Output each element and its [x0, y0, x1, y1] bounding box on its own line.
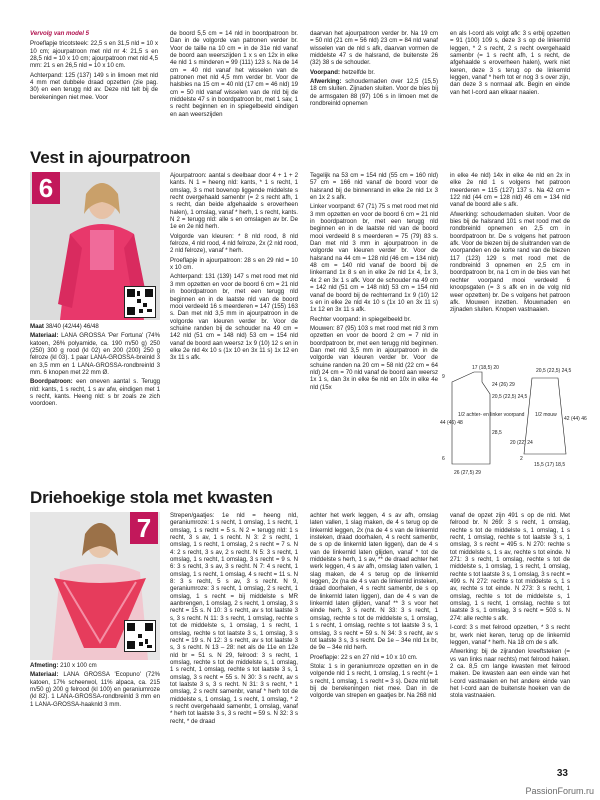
model-number-badge-6: 6	[32, 172, 60, 204]
schema-label-back: 1/2 achter- en linker voorpand	[458, 412, 525, 418]
maat-label: Maat	[30, 323, 44, 330]
continued-paragraph-5: en als I-cord als volgt afk: 3 s erbij opzetten = 91 (100) 109 s, deze 3 s op de linkernld leggen, * 2 s recht, 2 s recht overgehaald samenbr (= 1 s recht afh, 1 s recht, de afgehaalde s eroverheen halen), werk niet keren, deze 3 s terug op de linkernld leggen, vanaf * herh tot er nog 3 s over zijn, dan deze 3 s normaal afk. Begin en einde van het I-cord aan elkaar naaien.	[450, 30, 570, 96]
mouwen-text: Mouwen: 87 (95) 103 s met rood met nld 3 mm opzetten en voor de boord 2 cm = 7 nld in boordpatroon br, met een terugg nld beginnen. Dan met nld 3,5 mm in ajourpatroon in de volgorde van kleuren verder br. Voor de schuine randen na 20 cm = 58 nld (22 cm = 64 nld) 24 cm = 70 nld vanaf de boord aan weersz 1x 1 s, dan 3x in elke 6e nld en 10x in elke 4e nld (15x	[310, 324, 438, 391]
vest-column-2	[170, 172, 298, 364]
boordpatroon-label: Boordpatroon:	[30, 378, 73, 386]
stola-instructie-text: Stola: 1 s in geraniumroze opzetten en in de volgende nld 1 s recht, 1 omslag, 1 s recht (= 1 s recht, 1 omslag, 1 s recht = 3 s). Deze nld telt bij de berekeningen niet mee. Dan in de volgorde van strepen en gaatjes br. Na 268 nld	[310, 662, 438, 700]
continued-paragraph-2: Achterpand: 125 (137) 149 s in limoen met nld 4 mm met dubbele draad opzetten (zie pag. 30) en een terugg nld av. Deze nld telt bij de berekeningen niet mee. Voor	[30, 71, 158, 101]
continued-column-3	[310, 30, 438, 109]
page-number: 33	[556, 768, 568, 779]
stola-patroon-vervolg-text: achter het werk leggen, 4 s av afh, omslag laten vallen, 1 slag maken, de 4 s terug op de linkernld leggen, 2x (na de 4 s van de linkernld insteken, draad doorhalen, 4 s recht samenbr, de s op de linkernld laten liggen), dan de 4 s van de linkernld laten glijden, vanaf * tot de middelste s herh, 1 s av, ** de draad achter het werk leggen, 4 s av afh, omslag laten vallen, 1 slag maken, de 4 s terug op de linkernld leggen, 2x (na de 4 s van de linkernld insteken, draad doorhalen, 4 s recht samenbr, de s op de linkernld laten liggen), dan de 4 s van de linkernld laten glijden, vanaf ** 3 s voor het einde herh, 3 s recht. N 33: 3 s recht, 1 omslag, rechte s tot de middelste s, 1 omslag, 1 s recht, 1 omslag, rechte s tot laatste 3 s, 1 omslag, 3 s recht = 59 s. N 34: 3 s recht, av s tot laatste 3 s, 3 s recht. De 1e – 34e nld 1x br, de 9e – 34e nld herh.	[310, 512, 438, 652]
stola-proeflapje-text: Proeflapje: 22 s en 27 nld = 10 x 10 cm.	[310, 653, 418, 661]
icord-text: I-cord: 3 s met felrood opzetten, * 3 s recht br, werk niet keren, terug op de linkernld leggen, vanaf * herh. Na 18 cm de s afk.	[450, 624, 570, 646]
achterpand-text: Achterpand: 131 (139) 147 s met rood met nld 3 mm opzetten en voor de boord 6 cm = 21 nld in boordpatroon br, met een terugg nld beginnen en in de laatste nld van de boord mooi verdeeld 16 s meerderen = 147 (155) 163 s. Dan met nld 3,5 mm in ajourpatroon in de volgorde van kleuren verder br. Voor de schuine randen bij de schouder na 49 cm = 142 nld (51 cm = 148 nld) 53 cm = 154 nld vanaf de boord aan weersz 1x 9 (10) 12 s en in elke 2e nld 4x 10 s (1x 10 en 3x 11 s) 1x 12 en 3x 11 s afk.	[170, 273, 298, 362]
materiaal-text: LANA GROSSA 'Per Fortuna' (74% katoen, 26% polyamide, ca. 190 m/50 g) 250 (250) 300 g rood (kl 02) en 200 (200) 250 g felroze (kl 03). 1 paar LANA-GROSSA-breinld 3 en 3,5 mm en 1 LANA-GROSSA-rondbreinld 3 mm. 6 knopen met 22 mm Ø.	[30, 332, 160, 377]
schema-m3: 24 (26) 29	[492, 382, 515, 388]
vest-column-3	[310, 172, 438, 393]
section-title-vest: Vest in ajourpatroon	[30, 148, 191, 167]
continued-paragraph-3: de boord 5,5 cm = 14 nld in boordpatroon br. Dan in de volgorde van patronen verder br. Voor de taille na 10 cm = in de 31e nld vanaf de boord aan weerszijden 1 x s en 12x in elke 4e nld 1 s minderen = 99 (111) 123 s. Na de 14 cm = 40 nld vanaf het wisselen van de patronen met nld 4,5 mm verder br. Voor de halsbies na 15 cm = 40 nld (17 cm = 46 nld) 19 cm = 50 nld vanaf wisselen van de nld bij de middelste 47 s in boordpatroon br, met 1 sav, 1 s recht beginnen en in spiegelbeeld eindigen en aan weerszijden	[170, 30, 298, 118]
schema-m4: 20,5 (22,5) 24,5	[492, 394, 528, 400]
qr-code-icon-2[interactable]	[124, 620, 156, 652]
schema-m12: 15,5 (17) 18,5	[534, 462, 566, 468]
schema-m6: 28,5	[492, 430, 502, 436]
halsrand-text: Tegelijk na 53 cm = 154 nld (55 cm = 160 nld) 57 cm = 166 nld vanaf de boord voor de halsrand bij de binnenrand in elke 2e nld 1x 3 en 1x 2 s afk.	[310, 172, 438, 202]
pattern-schema-diagram	[440, 364, 587, 482]
mouw-vervolg-text: in elke 4e nld) 14x in elke 4e nld en 2x in elke 2e nld 1 s volgens het patroon meerderen = 115 (127) 137 s. Na 42 cm = 122 nld (44 cm = 128 nld) 46 cm = 134 nld vanaf de boord alle s afk.	[450, 172, 570, 209]
vest-column-1	[30, 323, 160, 410]
ajourpatroon-text: Ajourpatroon: aantal s deelbaar door 4 + 1 + 2 kants. N 1 = heeng nld: kants, * 1 s recht, 1 omslag, 3 s met bovenop liggende middelste s recht overgehaald samenbr (= 2 s recht afh, 1 s recht, dan beide afgehaalde s eroverheen halen), 1 omslag, vanaf * herh, 1 s recht, kants. N 2 = terugg nld: alle s en omslagen av br. De 1e en 2e nld herh.	[170, 172, 298, 231]
schema-m5: 44 (46) 48	[440, 420, 463, 426]
vest-afwerking-text: Afwerking: schoudernaden sluiten. Voor de bies bij de halsrand 101 s met rood met de rondbreinld opnemen en 2,5 cm in boordpatroon br. De s volgens het patroon afk. Voor de biezen bij de sluitranden van de voorpanden en de korte rand van de biezen 117 (123) 129 s met rood met de rondbreinld 3 opnemen en 2,5 cm in boordpatroon br, na 1 cm in de bies van het rechter voorpand mooi verdeeld 6 knoopsgaten (= 3 s afk en in de volg nld weer opzetten) br. De s volgens het patroon afk. Mouwen inzetten. Mouwnaden en zijnaden sluiten. Knopen vastnaaien.	[450, 210, 570, 314]
qr-code-icon[interactable]	[124, 286, 156, 318]
afwerking-label: Afwerking:	[310, 78, 342, 86]
stola-column-2	[170, 512, 298, 727]
watermark: PassionForum.ru	[525, 786, 594, 796]
schema-m10: 42 (44) 46	[564, 416, 587, 422]
continued-column-2	[170, 30, 298, 120]
schema-m2: 9	[442, 374, 445, 380]
strepen-gaatjes-text: Strepen/gaatjes: 1e nld = heeng nld, geraniumroze: 1 s recht, 1 omslag, 1 s recht, 1 omslag, 1 s recht = 5 s. N 2 = terugg nld: 1 s recht, 3 s av, 1 s recht. N 3: 2 s recht, 1 omslag, 1 s recht, 1 omslag, 2 s recht = 7 s. N 4: 2 s recht, 3 s av, 2 s recht. N 5: 3 s recht, 1 omslag, 1 s recht, 1 omslag, 3 s recht = 9 s. N 6: 3 s recht, 3 s av, 3 s recht. N 7: 4 s recht, 1 omslag, 1 s recht, 1 omslag, 4 s recht = 11 s. N 8: 3 s recht, 5 s av, 3 s recht. N 9, geraniumroze: 3 s recht, 1 omslag, 2 s recht, 1 omslag, 1 s recht = bij middelste s MR aanbrengen, 1 omslag, 2 s recht, 1 omslag, 3 s recht = 15 s. N 10: 3 s recht, av s tot laatste 3 s, 3 s recht. N 11: 3 s recht, 1 omslag, rechte s tot de middelste s, 1 omslag, 1 s recht, 1 omslag, rechte s tot laatste 3 s, 1 omslag, 3 s recht = 19 s. N 12: 3 s recht, av s tot laatste 3 s, 3 s recht. N 13 – 28: net als de 11e en 12e nld br = 51 s. N 29, felrood: 3 s recht, 1 omslag, rechte s tot de middelste s, 1 omslag, 1 s recht, 1 omslag, rechte s tot laatste 3 s, 1 omslag, 3 s recht = 55 s. N 30: 3 s recht, av s tot laatste 3 s, 3 s recht. N 31: 3 s recht, * 1 omslag, 2 s recht samenbr, vanaf * herh tot de middelste s, 1 omslag, 1 s recht, 1 omslag, * 2 s recht overgehaald samenbr, 1 omslag, vanaf * herh tot laatste 3 s, 3 s recht = 59 s. N 32: 3 s recht, * de draad	[170, 512, 298, 725]
afmeting-label: Afmeting:	[30, 662, 59, 669]
stola-column-1	[30, 662, 160, 710]
schema-m1: 17 (18,5) 20	[472, 365, 499, 371]
continued-heading: Vervolg van model 5	[30, 30, 90, 37]
stola-materiaal-label: Materiaal:	[30, 671, 59, 679]
schema-m8: 6	[442, 456, 445, 462]
stola-column-3	[310, 512, 438, 702]
schema-m7: 26 (27,5) 29	[454, 470, 481, 476]
proeflapje-text: Proeflapje in ajourpatroon: 28 s en 29 nld = 10 x 10 cm.	[170, 256, 298, 272]
afwerking-text: schoudernaden over 12,5 (15,5) 18 cm sluiten. Zijnaden sluiten. Voor de bies bij de armsgaten 88 (97) 106 s in limoen met de rondbreinld opnemen	[310, 78, 438, 108]
continued-column-1	[30, 30, 158, 103]
kleurvolgorde-text: Volgorde van kleuren: * 8 nld rood, 8 nld felroze, 4 nld rood, 4 nld felroze, 2x (2 nld rood, 2 nld felroze), vanaf * herh.	[170, 232, 298, 255]
stola-afwerking-text: Afwerking: bij de zijranden kreeftsteken (= vs van links naar rechts) met felrood haken. 2 ca. 8,5 cm lange kwasten met felrood maken. De kwasten aan een einde van het I-cord vastnaaien en het andere einde van het I-cord aan de buitenste hoeken van de stola vastnaaien.	[450, 648, 570, 700]
maat-value: 38/40 (42/44) 46/48	[43, 323, 99, 330]
stola-column-4	[450, 512, 570, 702]
materiaal-label: Materiaal:	[30, 332, 59, 340]
vest-column-4	[450, 172, 570, 316]
boordpatroon-text: een oneven aantal s. Terugg nld: kants, 1 s recht, 1 s av afw, eindigen met 1 s recht, kants. Heeng nld: s br zoals ze zich voordoen.	[30, 378, 160, 408]
voorpand-label: Voorpand:	[310, 68, 341, 76]
schema-m11: 20 (22) 24	[510, 440, 533, 446]
continued-paragraph-4: daarvan het ajourpatroon verder br. Na 19 cm = 50 nld (21 cm = 56 nld) 23 cm = 84 nld vanaf wisselen van de nld s afk, daarvan vormen de middelste 47 s de halsrand, de buitenste 26 (32) 38 s de schouder.	[310, 30, 438, 67]
section-title-stola: Driehoekige stola met kwasten	[30, 488, 273, 507]
schema-label-sleeve: 1/2 mouw	[535, 412, 557, 418]
stola-rand-text: vanaf de opzet zijn 491 s op de nld. Met felrood br. N 269: 3 s recht, 1 omslag, rechte s tot de middelste s, 1 omslag, 1 s recht, 1 omslag, rechte s tot laatste 3 s, 1 omslag, 3 s recht = 495 s. N 270: rechte s tot middelste s, 1 s av, rechte s tot einde. N 271: 3 s recht, 1 omslag, rechte s tot de middelste s, 1 omslag, 1 s recht, 1 omslag, rechte s tot laatste 3 s, 1 omslag, 3 s recht = 499 s. N 272: rechte s tot middelste s, 1 s av, rechte s tot einde. N 273: 3 s recht, 1 omslag, rechte s tot de middelste s, 1 omslag, 1 s recht, 1 omslag, rechte s tot laatste 3 s, 1 omslag, 3 s recht = 503 s. N 274: alle rechte s afk.	[450, 512, 570, 622]
stola-materiaal-text: LANA GROSSA 'Ecopuno' (72% katoen, 17% scheerwol, 11% alpaca, ca. 215 m/50 g) 200 g felrood (kl 100) en geraniumroze (kl 82). 1 LANA-GROSSA-rondbreinld 3 mm en 1 LANA-GROSSA-haaknld 3 mm.	[30, 671, 160, 708]
voorpand-text: hetzelfde br.	[340, 68, 375, 76]
schema-m9: 20,5 (22,5) 24,5	[536, 368, 572, 374]
rechter-voorpand-text: Rechter voorpand: in spiegelbeeld br.	[310, 315, 411, 323]
continued-paragraph-1: Proeflapje tricotsteek: 22,5 s en 31,5 nld = 10 x 10 cm; ajourpatroon met nld nr 4: 21,5 s en 28,5 nld = 10 x 10 cm; ajourpatroon met nld 4,5 mm: 21 s en 26,5 nld = 10 x 10 cm.	[30, 40, 158, 70]
schema-m13: 2	[520, 456, 523, 462]
continued-column-4	[450, 30, 570, 98]
model-number-badge-7: 7	[130, 512, 158, 544]
linker-voorpand-text: Linker voorpand: 67 (71) 75 s met rood met nld 3 mm opzetten en voor de boord 6 cm = 21 nld in boordpatroon br, met een terugg nld beginnen en in de laatste nld van de boord mooi verdeeld 8 s meerderen = 75 (79) 83 s. Dan met nld 3 mm in ajourpatroon in de volgorde van kleuren verder br. Voor de halsrand na 44 cm = 128 nld (46 cm = 134 nld) 48 cm = 140 nld vanaf de boord bij de linkerrand 1x 8 s en in elke 2e nld 1x 4, 1x 3, 4x 2 en 3x 1 s afk. Voor de schouder na 49 cm = 142 nld (51 cm = 148 nld) 53 cm = 154 nld vanaf de boord bij de rechterrand 1x 9 (10) 12 s en in elke 2e nld 4x 10 s (1x 10 en 3x 11 s) 1x 12 en 3x 11 s afk.	[310, 203, 438, 314]
afmeting-value: 210 x 100 cm	[58, 662, 97, 669]
